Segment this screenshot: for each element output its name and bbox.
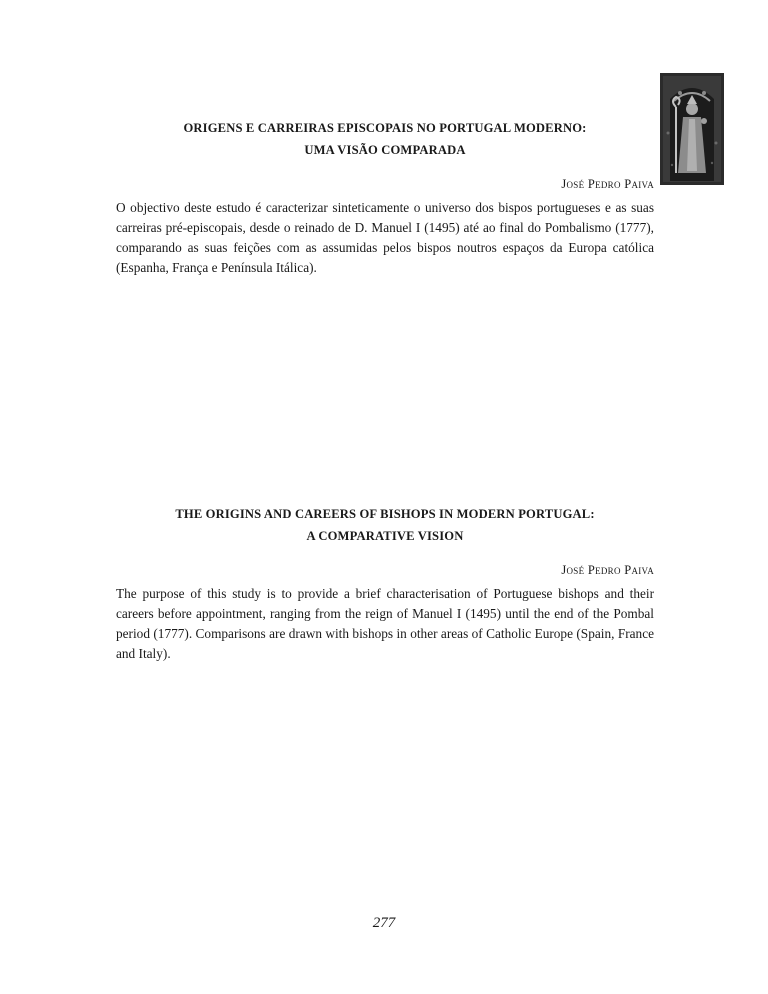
title-line-1: ORIGENS E CARREIRAS EPISCOPAIS NO PORTUGAL MODERNO:	[183, 121, 587, 135]
author-en: José Pedro Paiva	[561, 563, 654, 577]
bishop-seal-emblem-icon	[660, 73, 724, 185]
title-line-2: UMA VISÃO COMPARADA	[304, 143, 466, 157]
title-line-2: A COMPARATIVE VISION	[306, 529, 464, 543]
abstract-en: The purpose of this study is to provide a brief characterisation of Portuguese bishops and their careers before appointment, ranging from the reign of Manuel I (1495) until the end of the Pombal period (1777). Comparisons are drawn with bishops in other areas of Catholic Europe (Spain, France and Italy).	[116, 586, 654, 661]
article-english	[116, 503, 654, 703]
article-title-en	[116, 503, 654, 547]
abstract-pt: O objectivo deste estudo é caracterizar sinteticamente o universo dos bispos portugueses e as suas carreiras pré-episcopais, desde o reinado de D. Manuel I (1495) até ao final do Pombalismo (1777), comparando as suas feições com as assumidas pelos bispos noutros espaços da Europa católica (Espanha, França e Península Itálica).	[116, 200, 654, 275]
article-portuguese	[116, 117, 654, 337]
page-number: 277	[372, 915, 396, 931]
author-pt: José Pedro Paiva	[561, 177, 654, 191]
title-line-1: THE ORIGINS AND CAREERS OF BISHOPS IN MODERN PORTUGAL:	[175, 507, 595, 521]
article-title-pt	[116, 117, 654, 161]
